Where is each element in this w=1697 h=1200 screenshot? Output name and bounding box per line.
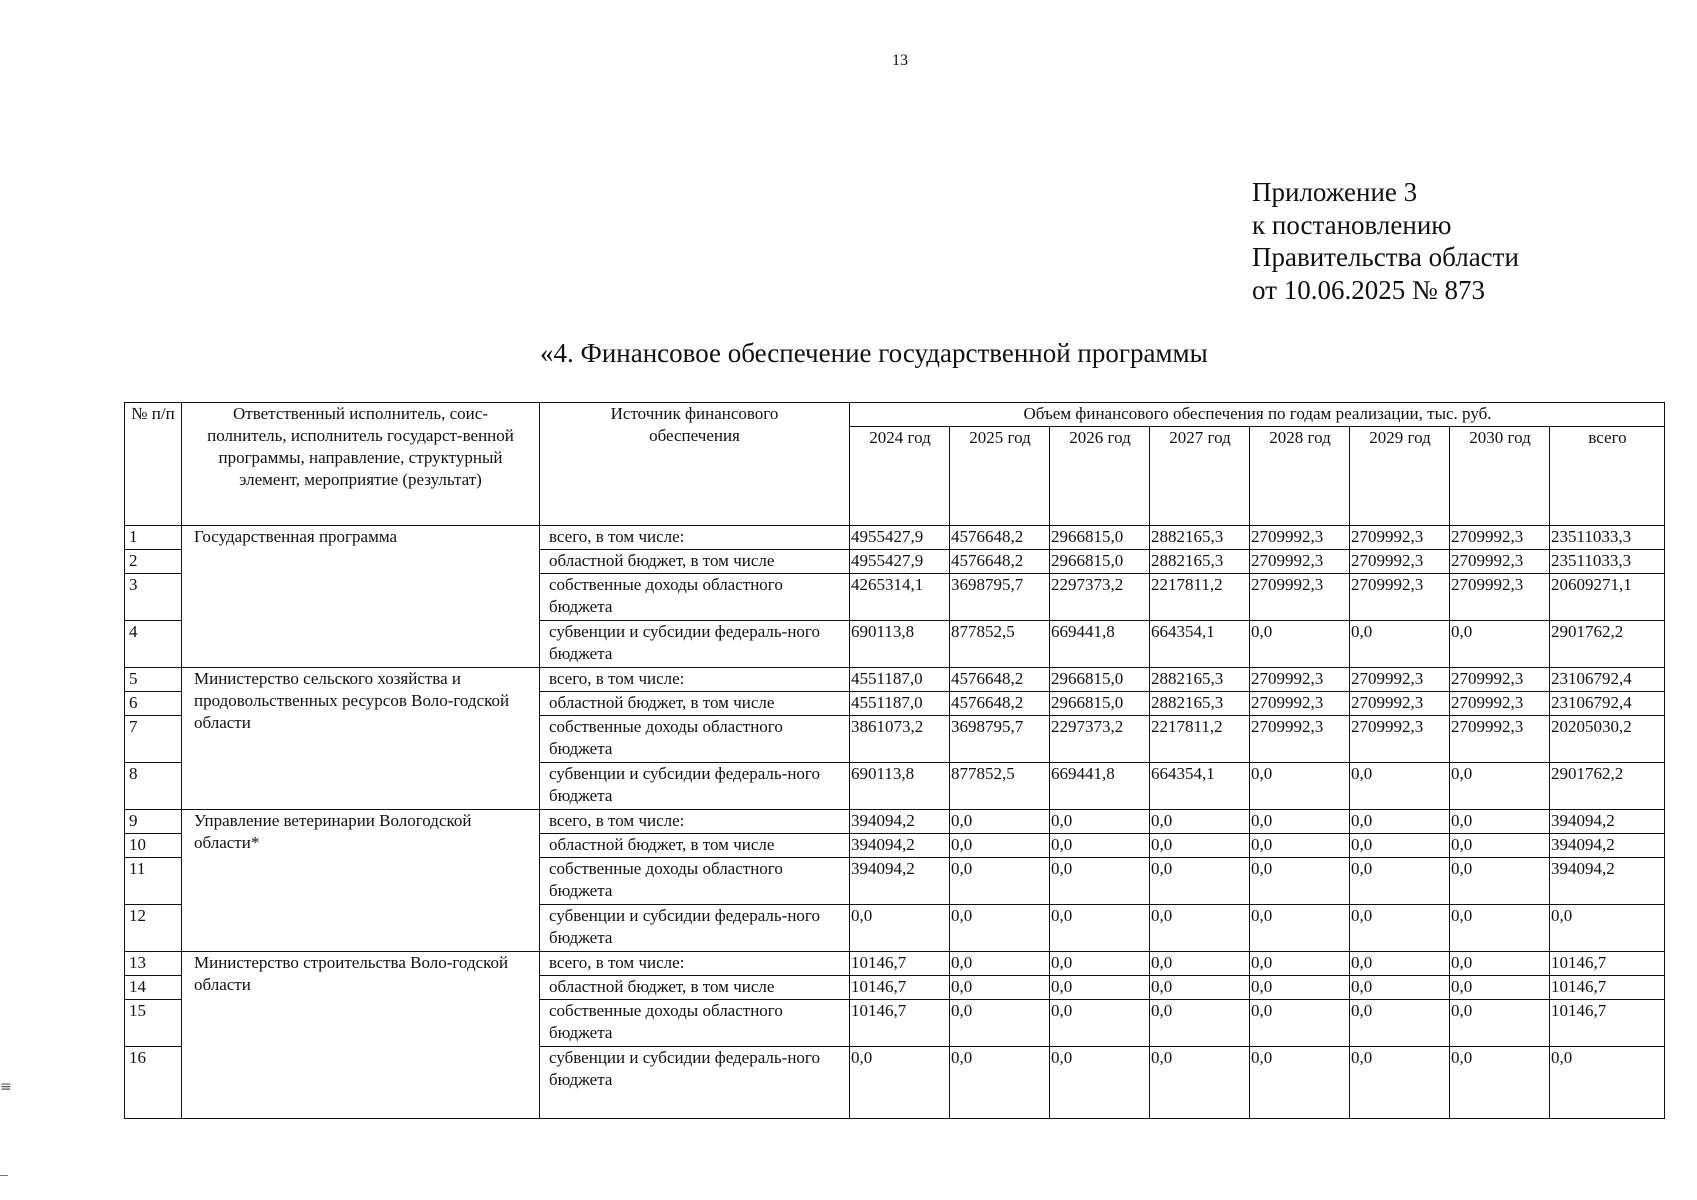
value-cell: 664354,1 [1150, 763, 1250, 810]
value-cell: 0,0 [1050, 952, 1150, 976]
value-cell: 0,0 [950, 834, 1050, 858]
value-cell: 877852,5 [950, 763, 1050, 810]
total-cell: 23511033,3 [1550, 526, 1665, 550]
financing-table [124, 402, 1665, 1119]
header-executor: Ответственный исполнитель, соис-полнитель, исполнитель государст-венной программы, направление, структурный элемент, мероприятие (результат) [182, 403, 540, 526]
value-cell: 0,0 [1150, 976, 1250, 1000]
header-total: всего [1550, 427, 1665, 526]
value-cell: 2709992,3 [1350, 526, 1450, 550]
source-cell: всего, в том числе: [540, 810, 850, 834]
value-cell: 2882165,3 [1150, 526, 1250, 550]
value-cell: 0,0 [1450, 834, 1550, 858]
value-cell: 0,0 [1250, 834, 1350, 858]
total-cell: 10146,7 [1550, 976, 1665, 1000]
value-cell: 690113,8 [850, 763, 950, 810]
value-cell: 0,0 [950, 1047, 1050, 1119]
total-cell: 23511033,3 [1550, 550, 1665, 574]
value-cell: 4576648,2 [950, 668, 1050, 692]
appendix-line: Правительства области [1252, 242, 1519, 272]
value-cell: 2966815,0 [1050, 526, 1150, 550]
source-cell: областной бюджет, в том числе [540, 550, 850, 574]
header-num: № п/п [125, 403, 182, 526]
value-cell: 10146,7 [850, 976, 950, 1000]
value-cell: 2297373,2 [1050, 574, 1150, 621]
source-cell: всего, в том числе: [540, 526, 850, 550]
row-number: 12 [125, 905, 182, 952]
value-cell: 0,0 [850, 1047, 950, 1119]
value-cell: 0,0 [1150, 1047, 1250, 1119]
row-number: 14 [125, 976, 182, 1000]
value-cell: 0,0 [1250, 905, 1350, 952]
table-row [125, 810, 1665, 834]
value-cell: 4955427,9 [850, 550, 950, 574]
total-cell: 0,0 [1550, 905, 1665, 952]
value-cell: 4576648,2 [950, 526, 1050, 550]
row-number: 2 [125, 550, 182, 574]
value-cell: 0,0 [1350, 810, 1450, 834]
appendix-line: Приложение 3 [1252, 177, 1418, 207]
value-cell: 2882165,3 [1150, 668, 1250, 692]
source-cell: собственные доходы областного бюджета [540, 574, 850, 621]
value-cell: 0,0 [1350, 1000, 1450, 1047]
value-cell: 0,0 [950, 858, 1050, 905]
value-cell: 0,0 [1450, 810, 1550, 834]
value-cell: 2709992,3 [1250, 716, 1350, 763]
value-cell: 0,0 [1150, 905, 1250, 952]
row-number: 13 [125, 952, 182, 976]
value-cell: 0,0 [1450, 1000, 1550, 1047]
value-cell: 0,0 [1450, 905, 1550, 952]
value-cell: 2709992,3 [1450, 668, 1550, 692]
margin-mark: ≡ [0, 1079, 12, 1095]
value-cell: 2709992,3 [1250, 550, 1350, 574]
value-cell: 2709992,3 [1450, 716, 1550, 763]
value-cell: 0,0 [1250, 1047, 1350, 1119]
source-cell: субвенции и субсидии федераль-ного бюджета [540, 763, 850, 810]
margin-dash [0, 1175, 8, 1176]
total-cell: 394094,2 [1550, 810, 1665, 834]
header-row [125, 403, 1665, 427]
value-cell: 2709992,3 [1250, 526, 1350, 550]
value-cell: 0,0 [1150, 834, 1250, 858]
appendix-line: от 10.06.2025 № 873 [1252, 274, 1485, 305]
total-cell: 394094,2 [1550, 858, 1665, 905]
total-cell: 394094,2 [1550, 834, 1665, 858]
page-number: 13 [892, 52, 908, 69]
value-cell: 4576648,2 [950, 692, 1050, 716]
source-cell: субвенции и субсидии федераль-ного бюджета [540, 621, 850, 668]
value-cell: 0,0 [950, 952, 1050, 976]
value-cell: 2709992,3 [1250, 668, 1350, 692]
executor-cell: Министерство строительства Воло-годской области [182, 952, 540, 1119]
value-cell: 0,0 [1450, 763, 1550, 810]
source-cell: собственные доходы областного бюджета [540, 716, 850, 763]
total-cell: 20205030,2 [1550, 716, 1665, 763]
value-cell: 0,0 [1450, 976, 1550, 1000]
header-year: 2028 год [1250, 427, 1350, 526]
source-cell: областной бюджет, в том числе [540, 692, 850, 716]
value-cell: 0,0 [1050, 810, 1150, 834]
value-cell: 2709992,3 [1250, 692, 1350, 716]
value-cell: 2882165,3 [1150, 550, 1250, 574]
value-cell: 0,0 [850, 905, 950, 952]
value-cell: 0,0 [1050, 858, 1150, 905]
value-cell: 394094,2 [850, 834, 950, 858]
table-row [125, 952, 1665, 976]
value-cell: 2709992,3 [1350, 574, 1450, 621]
value-cell: 2709992,3 [1450, 550, 1550, 574]
value-cell: 0,0 [950, 810, 1050, 834]
value-cell: 2882165,3 [1150, 692, 1250, 716]
source-cell: всего, в том числе: [540, 668, 850, 692]
source-cell: областной бюджет, в том числе [540, 976, 850, 1000]
row-number: 8 [125, 763, 182, 810]
value-cell: 394094,2 [850, 810, 950, 834]
row-number: 15 [125, 1000, 182, 1047]
value-cell: 0,0 [1250, 858, 1350, 905]
total-cell: 2901762,2 [1550, 763, 1665, 810]
value-cell: 0,0 [1150, 1000, 1250, 1047]
value-cell: 0,0 [1050, 1000, 1150, 1047]
appendix-line: к постановлению [1252, 209, 1452, 240]
value-cell: 4955427,9 [850, 526, 950, 550]
value-cell: 2709992,3 [1350, 550, 1450, 574]
source-cell: собственные доходы областного бюджета [540, 1000, 850, 1047]
header-year: 2025 год [950, 427, 1050, 526]
value-cell: 0,0 [1450, 952, 1550, 976]
value-cell: 669441,8 [1050, 621, 1150, 668]
header-year: 2029 год [1350, 427, 1450, 526]
value-cell: 2297373,2 [1050, 716, 1150, 763]
row-number: 4 [125, 621, 182, 668]
source-cell: областной бюджет, в том числе [540, 834, 850, 858]
value-cell: 10146,7 [850, 952, 950, 976]
value-cell: 0,0 [1050, 1047, 1150, 1119]
row-number: 3 [125, 574, 182, 621]
section-title: «4. Финансовое обеспечение государственной программы [540, 338, 1208, 368]
value-cell: 0,0 [1450, 858, 1550, 905]
value-cell: 394094,2 [850, 858, 950, 905]
source-cell: собственные доходы областного бюджета [540, 858, 850, 905]
value-cell: 2966815,0 [1050, 550, 1150, 574]
value-cell: 0,0 [1350, 1047, 1450, 1119]
value-cell: 3861073,2 [850, 716, 950, 763]
value-cell: 0,0 [1250, 952, 1350, 976]
value-cell: 2709992,3 [1350, 692, 1450, 716]
value-cell: 4576648,2 [950, 550, 1050, 574]
source-cell: субвенции и субсидии федераль-ного бюджета [540, 1047, 850, 1119]
appendix-block [1252, 176, 1519, 306]
value-cell: 3698795,7 [950, 574, 1050, 621]
value-cell: 2966815,0 [1050, 692, 1150, 716]
value-cell: 2709992,3 [1350, 668, 1450, 692]
value-cell: 0,0 [1250, 1000, 1350, 1047]
value-cell: 2709992,3 [1450, 692, 1550, 716]
value-cell: 4265314,1 [850, 574, 950, 621]
value-cell: 0,0 [1450, 621, 1550, 668]
total-cell: 2901762,2 [1550, 621, 1665, 668]
value-cell: 0,0 [1050, 834, 1150, 858]
executor-cell: Управление ветеринарии Вологодской области* [182, 810, 540, 952]
value-cell: 2217811,2 [1150, 574, 1250, 621]
header-year: 2024 год [850, 427, 950, 526]
executor-cell: Государственная программа [182, 526, 540, 668]
value-cell: 0,0 [1150, 952, 1250, 976]
value-cell: 0,0 [1350, 621, 1450, 668]
row-number: 1 [125, 526, 182, 550]
value-cell: 877852,5 [950, 621, 1050, 668]
value-cell: 2709992,3 [1450, 574, 1550, 621]
value-cell: 0,0 [950, 1000, 1050, 1047]
row-number: 11 [125, 858, 182, 905]
value-cell: 0,0 [950, 905, 1050, 952]
value-cell: 669441,8 [1050, 763, 1150, 810]
table-row [125, 668, 1665, 692]
value-cell: 0,0 [1150, 810, 1250, 834]
value-cell: 690113,8 [850, 621, 950, 668]
value-cell: 0,0 [1350, 905, 1450, 952]
source-cell: всего, в том числе: [540, 952, 850, 976]
value-cell: 2966815,0 [1050, 668, 1150, 692]
value-cell: 2217811,2 [1150, 716, 1250, 763]
header-source: Источник финансового обеспечения [540, 403, 850, 526]
value-cell: 0,0 [1150, 858, 1250, 905]
value-cell: 10146,7 [850, 1000, 950, 1047]
header-year: 2030 год [1450, 427, 1550, 526]
value-cell: 4551187,0 [850, 692, 950, 716]
value-cell: 0,0 [1250, 976, 1350, 1000]
header-volume: Объем финансового обеспечения по годам реализации, тыс. руб. [850, 403, 1665, 427]
row-number: 10 [125, 834, 182, 858]
total-cell: 23106792,4 [1550, 668, 1665, 692]
value-cell: 2709992,3 [1250, 574, 1350, 621]
source-cell: субвенции и субсидии федераль-ного бюджета [540, 905, 850, 952]
value-cell: 0,0 [1050, 905, 1150, 952]
executor-cell: Министерство сельского хозяйства и продовольственных ресурсов Воло-годской области [182, 668, 540, 810]
value-cell: 3698795,7 [950, 716, 1050, 763]
table-row [125, 526, 1665, 550]
total-cell: 20609271,1 [1550, 574, 1665, 621]
value-cell: 664354,1 [1150, 621, 1250, 668]
row-number: 16 [125, 1047, 182, 1119]
value-cell: 2709992,3 [1450, 526, 1550, 550]
total-cell: 23106792,4 [1550, 692, 1665, 716]
value-cell: 0,0 [1050, 976, 1150, 1000]
total-cell: 0,0 [1550, 1047, 1665, 1119]
value-cell: 0,0 [1250, 810, 1350, 834]
total-cell: 10146,7 [1550, 1000, 1665, 1047]
value-cell: 0,0 [950, 976, 1050, 1000]
total-cell: 10146,7 [1550, 952, 1665, 976]
value-cell: 0,0 [1350, 763, 1450, 810]
row-number: 6 [125, 692, 182, 716]
row-number: 7 [125, 716, 182, 763]
header-year: 2027 год [1150, 427, 1250, 526]
value-cell: 0,0 [1250, 621, 1350, 668]
value-cell: 0,0 [1350, 952, 1450, 976]
value-cell: 2709992,3 [1350, 716, 1450, 763]
value-cell: 0,0 [1350, 834, 1450, 858]
value-cell: 0,0 [1350, 976, 1450, 1000]
row-number: 9 [125, 810, 182, 834]
value-cell: 0,0 [1350, 858, 1450, 905]
value-cell: 0,0 [1250, 763, 1350, 810]
row-number: 5 [125, 668, 182, 692]
header-year: 2026 год [1050, 427, 1150, 526]
value-cell: 4551187,0 [850, 668, 950, 692]
value-cell: 0,0 [1450, 1047, 1550, 1119]
